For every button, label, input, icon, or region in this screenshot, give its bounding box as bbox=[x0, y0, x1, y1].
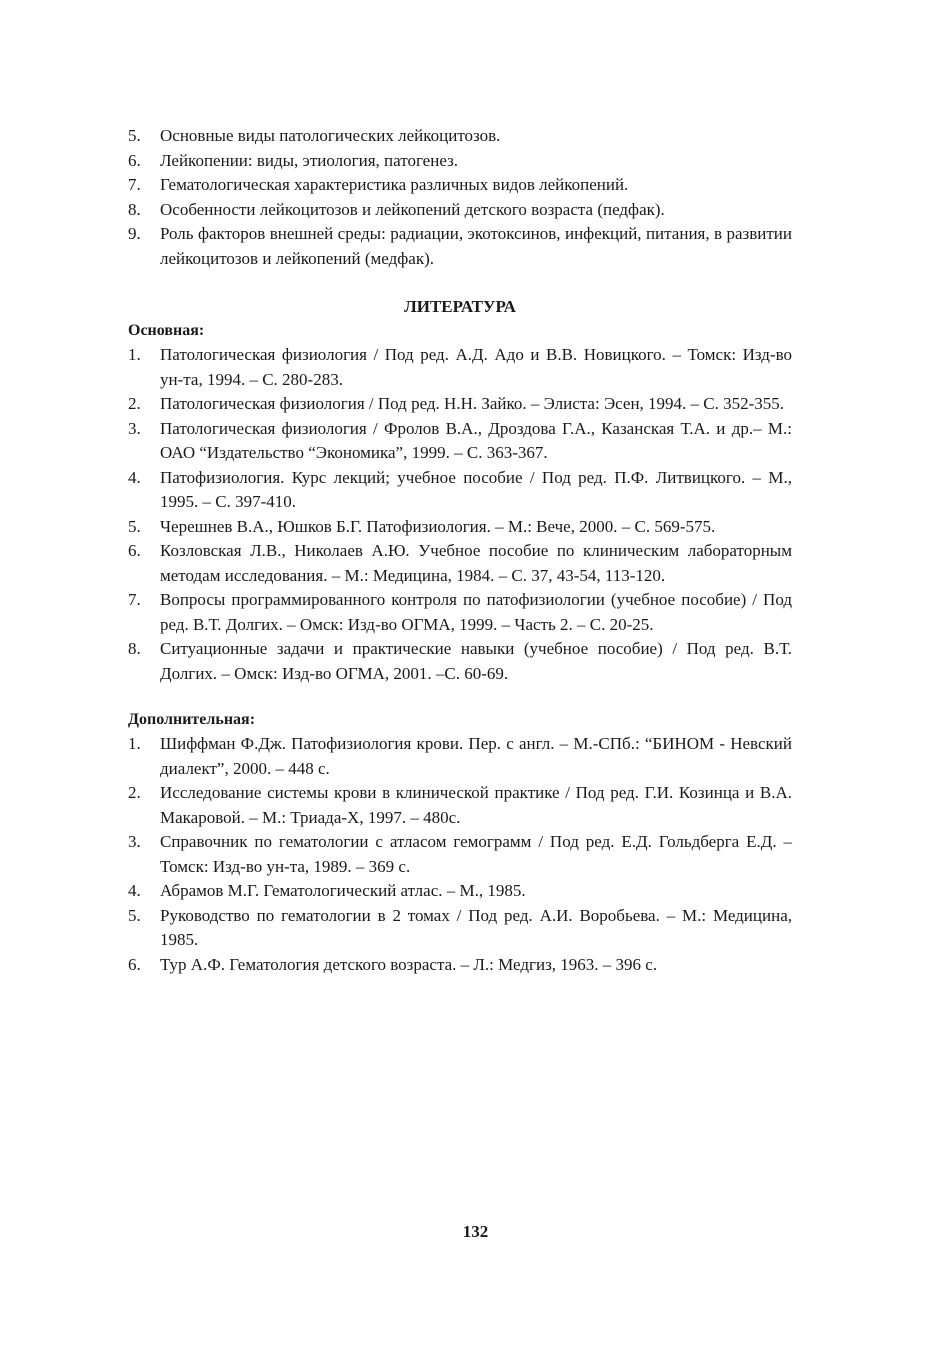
item-text: Патологическая физиология / Фролов В.А., Дроздова Г.А., Казанская Т.А. и др.– М.: ОАО “Издательство “Экономика”, 1999. – С. 363-367. bbox=[160, 418, 792, 462]
item-text: Основные виды патологических лейкоцитозов. bbox=[160, 126, 501, 145]
list-item bbox=[128, 953, 792, 978]
item-text: Козловская Л.В., Николаев А.Ю. Учебное пособие по клиническим лабораторным методам исследования. – М.: Медицина, 1984. – С. 37, 43-54, 113-120. bbox=[160, 541, 792, 585]
literature-heading: ЛИТЕРАТУРА bbox=[404, 297, 516, 316]
item-number: 5. bbox=[128, 516, 141, 536]
list-item bbox=[128, 343, 792, 392]
page-content bbox=[128, 124, 792, 977]
item-text: Гематологическая характеристика различных видов лейкопений. bbox=[160, 175, 629, 194]
item-text: Справочник по гематологии с атласом гемограмм / Под ред. Е.Д. Гольдберга Е.Д. – Томск: Изд-во ун-та, 1989. – 369 с. bbox=[160, 832, 792, 876]
additional-literature-list bbox=[128, 732, 792, 977]
item-number: 6. bbox=[128, 954, 141, 974]
item-text: Вопросы программированного контроля по патофизиологии (учебное пособие) / Под ред. В.Т. Долгих. – Омск: Изд-во ОГМА, 1999. – Часть 2. – С. 20-25. bbox=[160, 590, 792, 634]
item-text: Роль факторов внешней среды: радиации, экотоксинов, инфекций, питания, в развитии лейкоцитозов и лейкопений (медфак). bbox=[160, 224, 792, 268]
item-number: 5. bbox=[128, 126, 141, 145]
questions-list bbox=[128, 124, 792, 271]
list-item bbox=[128, 732, 792, 781]
list-item bbox=[128, 149, 792, 174]
page-number: 132 bbox=[462, 1222, 489, 1241]
item-number: 5. bbox=[128, 905, 141, 925]
additional-literature-label: Дополнительная: bbox=[128, 711, 256, 728]
item-number: 8. bbox=[128, 199, 141, 219]
list-item bbox=[128, 637, 792, 686]
main-literature-label: Основная: bbox=[128, 322, 205, 339]
list-item bbox=[128, 417, 792, 466]
item-text: Лейкопении: виды, этиология, патогенез. bbox=[160, 150, 459, 170]
list-item bbox=[128, 222, 792, 271]
item-number: 2. bbox=[128, 783, 141, 802]
list-item bbox=[128, 830, 792, 879]
list-item bbox=[128, 539, 792, 588]
item-number: 7. bbox=[128, 175, 141, 194]
main-literature-list bbox=[128, 343, 792, 686]
list-item bbox=[128, 466, 792, 515]
item-text: Особенности лейкоцитозов и лейкопений детского возраста (педфак). bbox=[160, 199, 665, 219]
list-item bbox=[128, 904, 792, 953]
item-text: Патологическая физиология / Под ред. А.Д. Адо и В.В. Новицкого. – Томск: Изд-во ун-та, 1994. – С. 280-283. bbox=[160, 345, 792, 389]
item-text: Руководство по гематологии в 2 томах / Под ред. А.И. Воробьева. – М.: Медицина, 1985. bbox=[160, 905, 792, 949]
list-item bbox=[128, 124, 792, 149]
item-number: 1. bbox=[128, 734, 141, 753]
item-text: Исследование системы крови в клинической практике / Под ред. Г.И. Козинца и В.А. Макаровой. – М.: Триада-Х, 1997. – 480с. bbox=[160, 783, 792, 827]
item-text: Абрамов М.Г. Гематологический атлас. – М., 1985. bbox=[160, 881, 526, 900]
list-item bbox=[128, 198, 792, 223]
list-item bbox=[128, 515, 792, 540]
item-number: 8. bbox=[128, 639, 141, 658]
item-text: Ситуационные задачи и практические навыки (учебное пособие) / Под ред. В.Т. Долгих. – Омск: Изд-во ОГМА, 2001. –С. 60-69. bbox=[160, 639, 792, 683]
item-number: 3. bbox=[128, 832, 141, 851]
item-text: Патофизиология. Курс лекций; учебное пособие / Под ред. П.Ф. Литвицкого. – М., 1995. – С. 397-410. bbox=[160, 467, 792, 511]
item-number: 4. bbox=[128, 467, 141, 487]
list-item bbox=[128, 781, 792, 830]
item-number: 3. bbox=[128, 418, 141, 438]
list-item bbox=[128, 392, 792, 417]
item-text: Шиффман Ф.Дж. Патофизиология крови. Пер. с англ. – М.-СПб.: “БИНОМ - Невский диалект”, 2000. – 448 с. bbox=[160, 734, 792, 778]
item-number: 7. bbox=[128, 590, 141, 609]
list-item bbox=[128, 879, 792, 904]
item-number: 9. bbox=[128, 224, 141, 243]
item-text: Черешнев В.А., Юшков Б.Г. Патофизиология. – М.: Вече, 2000. – С. 569-575. bbox=[160, 516, 716, 536]
item-number: 2. bbox=[128, 394, 141, 413]
item-number: 6. bbox=[128, 541, 141, 560]
list-item bbox=[128, 173, 792, 198]
item-text: Тур А.Ф. Гематология детского возраста. – Л.: Медгиз, 1963. – 396 с. bbox=[160, 954, 658, 974]
item-text: Патологическая физиология / Под ред. Н.Н. Зайко. – Элиста: Эсен, 1994. – С. 352-355. bbox=[160, 394, 785, 413]
item-number: 4. bbox=[128, 881, 141, 900]
item-number: 1. bbox=[128, 345, 141, 364]
list-item bbox=[128, 588, 792, 637]
item-number: 6. bbox=[128, 150, 141, 170]
